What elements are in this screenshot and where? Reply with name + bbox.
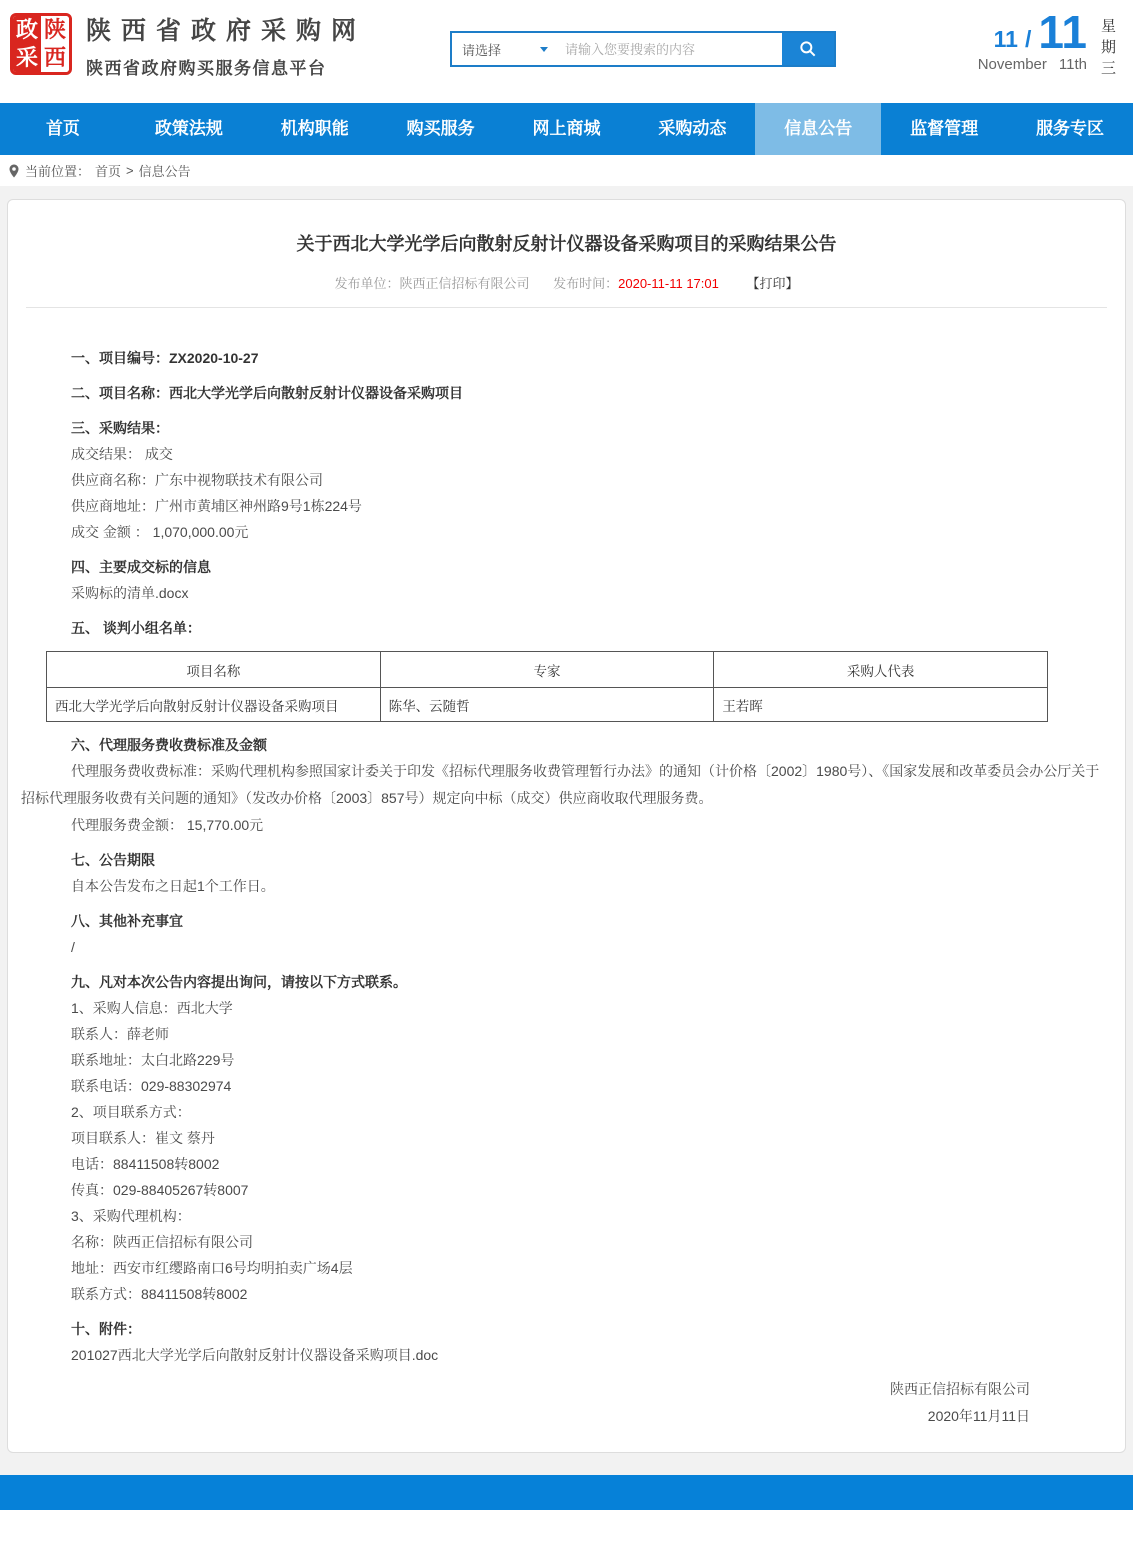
announcement-period: 自本公告发布之日起1个工作日。: [71, 878, 275, 894]
breadcrumb-current[interactable]: 信息公告: [138, 164, 191, 179]
table-header-row: [47, 652, 1048, 688]
seal-right-column: [41, 16, 69, 72]
cell-project-name: 西北大学光学后向散射反射计仪器设备采购项目: [47, 688, 381, 722]
date-day: 11: [1038, 6, 1087, 58]
seal-char: 政: [15, 17, 38, 42]
deal-result: 成交结果： 成交: [71, 446, 173, 462]
site-subtitle: 陕西省政府购买服务信息平台: [86, 59, 327, 78]
section-4-heading: 四、主要成交标的信息: [71, 559, 211, 575]
seal-char: 陕: [43, 17, 66, 42]
signature-company: 陕西正信招标有限公司: [890, 1381, 1030, 1397]
table-row: [47, 688, 1048, 722]
date-widget: [977, 6, 1117, 79]
agency-name: 名称：陕西正信招标有限公司: [71, 1234, 253, 1250]
search-category-select[interactable]: [452, 33, 557, 65]
search-bar: [450, 31, 836, 67]
agency-address: 地址：西安市红缨路南口6号均明拍卖广场4层: [71, 1260, 353, 1276]
date-weekday: 星期三: [1101, 18, 1117, 77]
site-logo[interactable]: [10, 9, 366, 79]
supplier-address: 供应商地址：广州市黄埔区神州路9号1栋224号: [71, 498, 362, 514]
location-pin-icon: [8, 164, 20, 178]
nav-item-purchase-service[interactable]: 购买服务: [406, 119, 475, 138]
negotiation-group-table: [46, 651, 1048, 722]
nav-item-procurement-news[interactable]: 采购动态: [658, 119, 727, 138]
nav-item-announcements[interactable]: 信息公告: [755, 103, 881, 155]
section-5-heading: 五、 谈判小组名单：: [71, 620, 201, 636]
breadcrumb-separator: >: [126, 163, 134, 178]
project-contact-heading: 2、项目联系方式：: [71, 1104, 191, 1120]
signature-date: 2020年11月11日: [927, 1408, 1030, 1424]
article-body: [8, 308, 1125, 1430]
section-10-heading: 十、附件：: [71, 1321, 141, 1337]
main-area: [0, 186, 1133, 1475]
section-2-heading: 二、项目名称：西北大学光学后向散射反射计仪器设备采购项目: [71, 385, 463, 401]
search-button[interactable]: [782, 33, 834, 65]
search-icon: [798, 39, 818, 59]
section-7-heading: 七、公告期限: [71, 852, 155, 868]
agency-heading: 3、采购代理机构：: [71, 1208, 191, 1224]
nav-item-online-mall[interactable]: 网上商城: [532, 119, 601, 138]
attachment-link-docx[interactable]: 采购标的清单.docx: [71, 585, 189, 601]
date-day-en: 11th: [1058, 56, 1087, 73]
section-3-heading: 三、采购结果：: [71, 420, 169, 436]
seal-char: 西: [43, 45, 66, 70]
cell-experts: 陈华、云随哲: [380, 688, 714, 722]
section-1-heading: 一、项目编号：ZX2020-10-27: [71, 350, 259, 366]
breadcrumb-label: 当前位置：: [25, 164, 91, 179]
section-8-heading: 八、其他补充事宜: [71, 913, 183, 929]
attachment-link-doc[interactable]: 201027西北大学光学后向散射反射计仪器设备采购项目.doc: [71, 1347, 439, 1363]
seal-char: 采: [15, 45, 38, 70]
main-nav: [0, 103, 1133, 155]
date-separator: /: [1024, 26, 1032, 52]
table-header-experts: 专家: [380, 652, 714, 688]
section-6-heading: 六、代理服务费收费标准及金额: [71, 737, 267, 753]
purchaser-info: 1、采购人信息：西北大学: [71, 1000, 233, 1016]
publisher-label: 发布单位：陕西正信招标有限公司: [334, 276, 530, 291]
nav-item-service-zone[interactable]: 服务专区: [1036, 119, 1105, 138]
nav-item-functions[interactable]: 机构职能: [280, 119, 349, 138]
article-meta: [8, 273, 1125, 292]
article-card: [7, 199, 1126, 1453]
chevron-down-icon: [540, 47, 548, 52]
deal-amount: 成交 金额 ： 1,070,000.00元: [71, 524, 249, 540]
purchaser-contact: 联系人：薛老师: [71, 1026, 169, 1042]
date-numeric: [977, 6, 1087, 79]
cell-purchaser-rep: 王若晖: [714, 688, 1048, 722]
page-title: 关于西北大学光学后向散射反射计仪器设备采购项目的采购结果公告: [296, 234, 837, 254]
project-contact-name: 项目联系人：崔文 蔡丹: [71, 1130, 215, 1146]
search-input[interactable]: [557, 33, 782, 65]
other-matters: /: [71, 939, 75, 955]
nav-item-supervision[interactable]: 监督管理: [910, 119, 979, 138]
table-header-purchaser-rep: 采购人代表: [714, 652, 1048, 688]
site-names: [86, 9, 366, 79]
nav-item-policies[interactable]: 政策法规: [154, 119, 223, 138]
breadcrumb: [0, 155, 1133, 186]
breadcrumb-home-link[interactable]: 首页: [95, 164, 122, 179]
publish-time-value: 2020-11-11 17:01: [618, 276, 719, 291]
search-category-label: 请选择: [462, 42, 502, 58]
date-month: 11: [993, 26, 1018, 52]
purchaser-phone: 联系电话：029-88302974: [71, 1078, 232, 1094]
table-header-project-name: 项目名称: [47, 652, 381, 688]
section-9-heading: 九、凡对本次公告内容提出询问，请按以下方式联系。: [71, 974, 407, 990]
site-header: [0, 0, 1133, 103]
nav-item-home[interactable]: 首页: [45, 119, 80, 138]
supplier-name: 供应商名称：广东中视物联技术有限公司: [71, 472, 323, 488]
agency-contact: 联系方式：88411508转8002: [71, 1286, 248, 1302]
logo-seal-icon: [10, 13, 72, 75]
agency-fee-amount: 代理服务费金额： 15,770.00元: [71, 817, 264, 833]
site-title: 陕西省政府采购网: [86, 17, 367, 45]
publish-time-label: 发布时间：: [553, 276, 619, 291]
agency-fee-standard: 代理服务费收费标准：采购代理机构参照国家计委关于印发《招标代理服务收费管理暂行办法》的通知（计价格〔2002〕1980号）、《国家发展和改革委员会办公厅关于招标代理服务收费有关问题的通知》（发改办价格〔2003〕857号）规定向中标（成交）供应商收取代理服务费。: [21, 763, 1100, 806]
print-button[interactable]: 【打印】: [746, 276, 799, 291]
purchaser-address: 联系地址：太白北路229号: [71, 1052, 235, 1068]
signature-block: [21, 1376, 1112, 1430]
page-footer: [0, 1475, 1133, 1510]
project-contact-phone: 电话：88411508转8002: [71, 1156, 220, 1172]
date-month-en: November: [977, 56, 1047, 73]
project-contact-fax: 传真：029-88405267转8007: [71, 1182, 249, 1198]
seal-left-column: [13, 16, 41, 72]
